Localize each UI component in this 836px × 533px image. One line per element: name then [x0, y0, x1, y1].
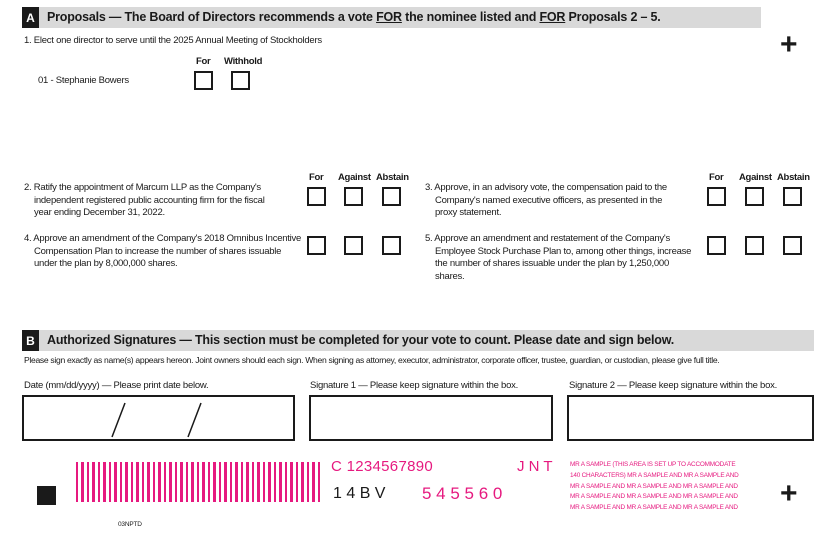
jnt-code: J N T: [517, 458, 553, 475]
proposal-3-text: 3. Approve, in an advisory vote, the compensation paid to the Company's named executive officers, as presented in the proxy statement.: [425, 182, 667, 218]
section-b-header: [22, 330, 814, 351]
account-code: 1 4 B V: [333, 485, 386, 502]
proposal-2-against-checkbox[interactable]: [344, 187, 363, 206]
proposal-5-text: 5. Approve an amendment and restatement of the Company's Employee Stock Purchase Plan to, among other things, increase the number of shares issuable under the plan by 1,250,000 shares.: [425, 233, 692, 282]
proposal-4-abstain-checkbox[interactable]: [382, 236, 401, 255]
plus-mark-bottom: +: [780, 477, 798, 510]
proposal-3-against-checkbox[interactable]: [745, 187, 764, 206]
date-input-box[interactable]: [22, 395, 295, 441]
proposal-5-for-checkbox[interactable]: [707, 236, 726, 255]
form-code: 03NPTD: [118, 521, 142, 528]
date-label: Date (mm/dd/yyyy) — Please print date below.: [24, 380, 209, 391]
proposal-5-against-checkbox[interactable]: [745, 236, 764, 255]
barcode: [76, 462, 320, 502]
left-against-header: Against: [338, 172, 371, 183]
section-a-header: [22, 7, 761, 28]
date-separators: [24, 397, 293, 439]
proposal-1-withhold-header: Withhold: [224, 56, 263, 67]
proposal-5-abstain-checkbox[interactable]: [783, 236, 802, 255]
signature-2-label: Signature 2 — Please keep signature within the box.: [569, 380, 777, 391]
registration-square: [37, 486, 56, 505]
proposal-4-for-checkbox[interactable]: [307, 236, 326, 255]
proposal-2-abstain-checkbox[interactable]: [382, 187, 401, 206]
account-number: 5 4 5 5 6 0: [422, 484, 503, 503]
signature-instructions: Please sign exactly as name(s) appears hereon. Joint owners should each sign. When signing as attorney, executor, administrator, corporate officer, trustee, guardian, or custodian, please give full title.: [24, 355, 720, 365]
proposal-3-for-checkbox[interactable]: [707, 187, 726, 206]
section-b-letter: B: [22, 330, 39, 351]
proposal-4-text: 4. Approve an amendment of the Company's 2018 Omnibus Incentive Compensation Plan to increase the number of shares issuable under the plan by 8,000,000 shares.: [24, 233, 302, 269]
sample-name-block: MR A SAMPLE (THIS AREA IS SET UP TO ACCOMMODATE 140 CHARACTERS) MR A SAMPLE AND MR A SAMPLE AND MR A SAMPLE AND MR A SAMPLE AND MR A SAMPLE AND MR A SAMPLE AND MR A SAMPLE AND MR A SAMPLE AND MR A SAMPLE AND MR A SAMPLE AND MR A SAMPLE AND: [570, 461, 739, 512]
right-against-header: Against: [739, 172, 772, 183]
nominee-01-name: 01 - Stephanie Bowers: [38, 75, 129, 86]
nominee-01-withhold-checkbox[interactable]: [231, 71, 250, 90]
nominee-01-for-checkbox[interactable]: [194, 71, 213, 90]
plus-mark-top: +: [780, 28, 798, 61]
right-abstain-header: Abstain: [777, 172, 810, 183]
proposal-3-abstain-checkbox[interactable]: [783, 187, 802, 206]
section-b-title: Authorized Signatures — This section must be completed for your vote to count. Please date and sign below.: [47, 333, 675, 347]
signature-1-box[interactable]: [309, 395, 553, 441]
control-number: C 1234567890: [331, 458, 434, 475]
proposal-1-for-header: For: [196, 56, 211, 67]
left-abstain-header: Abstain: [376, 172, 409, 183]
left-for-header: For: [309, 172, 324, 183]
proposal-2-text: 2. Ratify the appointment of Marcum LLP as the Company's independent registered public accounting firm for the fiscal year ending December 31, 2022.: [24, 182, 265, 218]
section-a-title: Proposals — The Board of Directors recommends a vote FOR the nominee listed and FOR Proposals 2 – 5.: [47, 10, 661, 24]
signature-2-box[interactable]: [567, 395, 814, 441]
proposal-2-for-checkbox[interactable]: [307, 187, 326, 206]
signature-1-label: Signature 1 — Please keep signature within the box.: [310, 380, 518, 391]
right-for-header: For: [709, 172, 724, 183]
section-a-letter: A: [22, 7, 39, 28]
proposal-1-text: 1. Elect one director to serve until the 2025 Annual Meeting of Stockholders: [24, 35, 322, 46]
proposal-4-against-checkbox[interactable]: [344, 236, 363, 255]
